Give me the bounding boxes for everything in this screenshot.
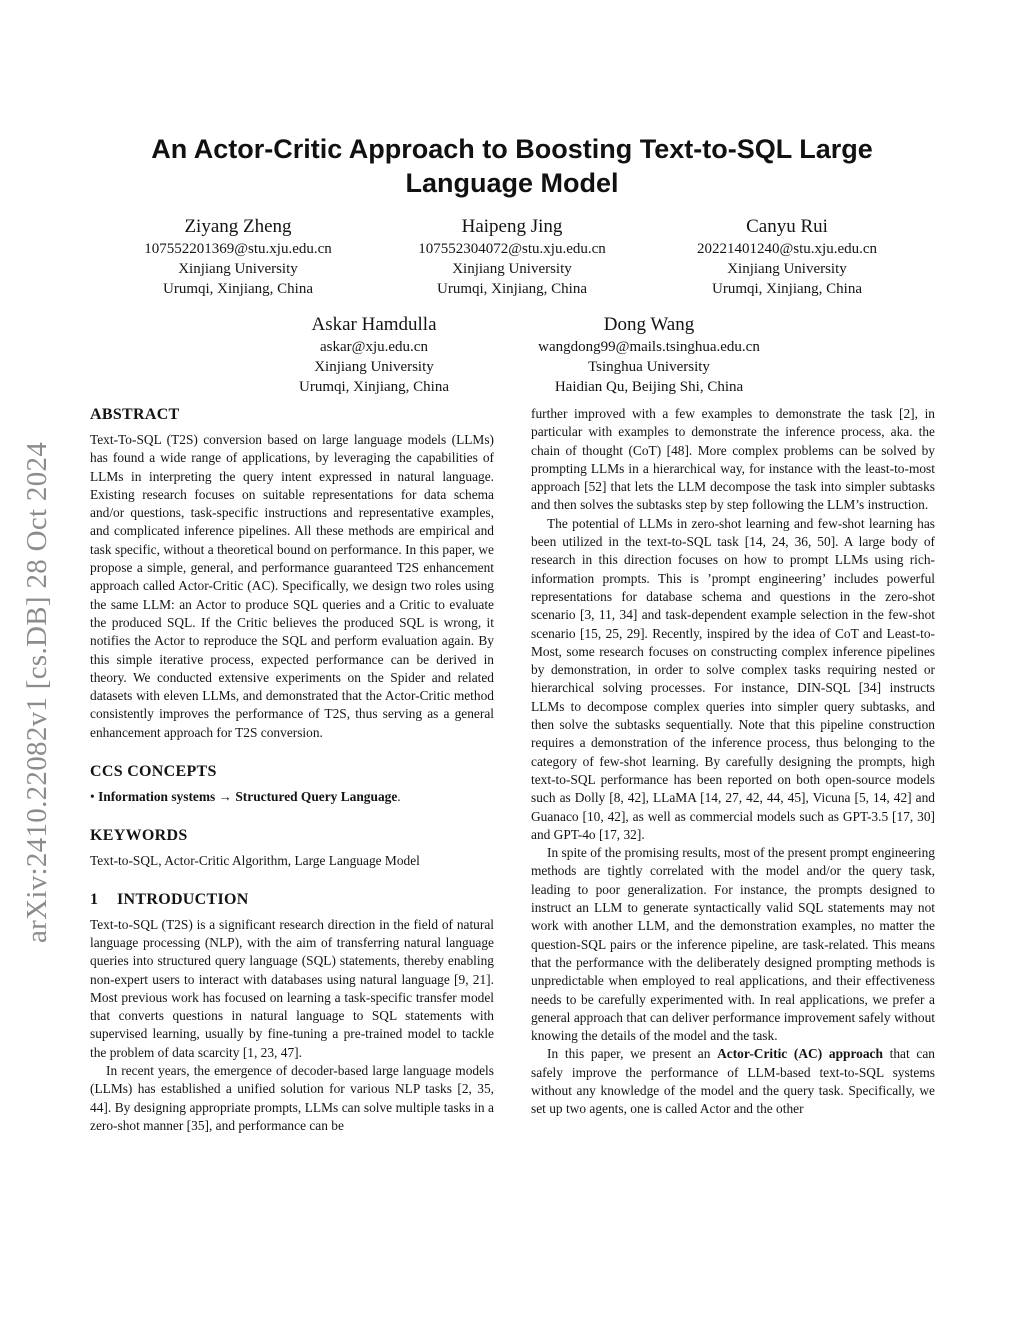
paper-title-line-2: Language Model: [405, 168, 619, 198]
section-title: INTRODUCTION: [117, 890, 249, 908]
left-column: [90, 405, 494, 1135]
ccs-item: Information systems: [98, 789, 216, 805]
author-email: askar@xju.edu.cn: [320, 339, 428, 355]
right-column: [531, 405, 935, 1119]
ccs-concepts-line: [90, 788, 494, 806]
author-email: 20221401240@stu.xju.edu.cn: [696, 241, 878, 257]
author-email: 107552201369@stu.xju.edu.cn: [144, 241, 332, 257]
author-block-3: [667, 215, 907, 299]
keywords-heading: KEYWORDS: [90, 827, 188, 845]
author-name: Haipeng Jing: [461, 216, 563, 237]
author-location: Urumqi, Xinjiang, China: [163, 281, 313, 297]
intro-paragraph-2: In recent years, the emergence of decoder-based large language models (LLMs) has established a unified solution for various NLP tasks [2, 35, 44]. By designing appropriate prompts, LLMs can solve multiple tasks in a zero-shot manner [35], and performance can be: [90, 1063, 494, 1133]
ccs-subitem: Structured Query Language: [235, 789, 398, 805]
author-block-4: [254, 313, 494, 397]
abstract-text: Text-To-SQL (T2S) conversion based on large language models (LLMs) has found a wide range of applications, by leveraging the capabilities of LLMs in interpreting the query intent expressed in natural language. Existing research focuses on suitable representations for data schema and/or questions, task-specific instructions and representative examples, and complicated inference pipelines. All these methods are empirical and task specific, without a theoretical bound on performance. In this paper, we propose a simple, general, and performance guaranteed T2S enhancement approach called Actor-Critic (AC). Specifically, we design two roles using the same LLM: an Actor to produce SQL queries and a Critic to evaluate the produced SQL. If the Critic believes the produced SQL is wrong, it notifies the Actor to reproduce the SQL and perform evaluation again. By this simple iterative process, expected performance can be derived in theory. We conducted extensive experiments on the Spider and related datasets with eleven LLMs, and demonstrated that the Actor-Critic method consistently improves the performance of T2S, thus serving as a general enhancement approach for T2S conversion.: [90, 432, 494, 740]
author-block-2: [392, 215, 632, 299]
paper-title: [120, 132, 904, 200]
body-paragraph-contribution: [531, 1045, 935, 1118]
author-affiliation: Xinjiang University: [178, 261, 298, 277]
author-block-1: [118, 215, 358, 299]
author-location: Urumqi, Xinjiang, China: [437, 281, 587, 297]
paper-title-line-1: An Actor-Critic Approach to Boosting Text-to-SQL Large: [151, 134, 873, 164]
body-paragraph-continued: further improved with a few examples to demonstrate the task [2], in particular with examples to demonstrate the inference process, aka. the chain of thought (CoT) [48]. More complex problems can be solved by prompting LLMs in a hierarchical way, for instance with the least-to-most approach [52] that lets the LLM decompose the task into simpler subtasks and then solves the subtasks step by step following the LLM’s instruction.: [531, 406, 935, 513]
body-paragraph-llm-potential: The potential of LLMs in zero-shot learning and few-shot learning has been utilized in the text-to-SQL task [14, 24, 36, 50]. A large body of research in this direction focuses on how to prompt LLMs using rich-information prompts. This is ’prompt engineering’ includes powerful representations for database schema and questions in the zero-shot scenario [3, 11, 34] and task-dependent example selection in the few-shot scenario [15, 25, 29]. Recently, inspired by the idea of CoT and Least-to-Most, some research focuses on constructing complex inference pipelines by demonstration, in order to solve complex tasks requiring nested or hierarchical solving processes. For instance, DIN-SQL [34] instructs LLMs to decompose complex queries into simpler query subtasks, and then solve the subtasks sequentially. Note that this pipeline construction requires a demonstration of the inference process, thus belonging to the category of few-shot learning. By carefully designing the prompts, high text-to-SQL performance has been reported on both open-source models such as Dolly [8, 42], LLaMA [14, 27, 42, 44, 45], Vicuna [5, 14, 42] and Guanaco [10, 42], as well as commercial models such as GPT-3.5 [17, 30] and GPT-4o [17, 32].: [531, 515, 935, 842]
author-email: wangdong99@mails.tsinghua.edu.cn: [538, 339, 760, 355]
arxiv-identifier-text: arXiv:2410.22082v1 [cs.DB] 28 Oct 2024: [21, 441, 53, 943]
ccs-concepts-heading: CCS CONCEPTS: [90, 763, 217, 781]
author-name: Canyu Rui: [746, 216, 828, 237]
contribution-bold-term: Actor-Critic (AC) approach: [717, 1046, 883, 1062]
author-name: Dong Wang: [603, 314, 695, 335]
introduction-heading: [90, 890, 494, 910]
author-affiliation: Xinjiang University: [452, 261, 572, 277]
author-name: Ziyang Zheng: [184, 216, 292, 237]
abstract-heading: ABSTRACT: [90, 406, 180, 423]
author-affiliation: Xinjiang University: [727, 261, 847, 277]
author-name: Askar Hamdulla: [311, 314, 437, 335]
author-location: Urumqi, Xinjiang, China: [712, 281, 862, 297]
ccs-arrow: →: [218, 789, 232, 805]
keywords-text: Text-to-SQL, Actor-Critic Algorithm, Large Language Model: [90, 853, 420, 869]
author-affiliation: Tsinghua University: [588, 359, 710, 375]
arxiv-identifier-stamp: [21, 355, 81, 943]
contribution-text-after: that can safely improve the performance of LLM-based text-to-SQL systems without any knowledge of the model and the query task. Specifically, we set up two agents, one is called Actor and the other: [531, 1046, 935, 1117]
intro-paragraph-1: Text-to-SQL (T2S) is a significant research direction in the field of natural language processing (NLP), with the aim of transferring natural language queries into structured query language (SQL) statements, thereby enabling non-expert users to interact with databases using natural language [9, 21]. Most previous work has focused on learning a task-specific transfer model that converts questions in natural language to SQL statements with supervised learning, usually by fine-tuning a pre-trained model to tackle the problem of data scarcity [1, 23, 47].: [90, 916, 494, 1060]
author-location: Haidian Qu, Beijing Shi, China: [554, 379, 744, 395]
contribution-text-before: In this paper, we present an: [547, 1046, 718, 1062]
author-block-5: [509, 313, 789, 397]
section-number: 1: [90, 890, 99, 908]
author-email: 107552304072@stu.xju.edu.cn: [418, 241, 606, 257]
author-affiliation: Xinjiang University: [314, 359, 434, 375]
ccs-period: .: [397, 789, 401, 805]
author-location: Urumqi, Xinjiang, China: [299, 379, 449, 395]
ccs-bullet: •: [90, 789, 95, 805]
body-paragraph-generalization: In spite of the promising results, most of the present prompt engineering methods are tightly correlated with the model and/or the query task, leading to poor generalization. For instance, the prompts designed to instruct an LLM to generate syntactically valid SQL statements may not work with another LLM, and the demonstration examples, no matter the question-SQL pairs or the inference pipeline, are task-related. This means that the performance with the deliberately designed prompting methods is unpredictable when employed to real applications, and their effectiveness needs to be carefully experimented with. In real applications, we prefer a general approach that can deliver performance improvement safely without knowing the details of the model and the task.: [531, 845, 935, 1044]
